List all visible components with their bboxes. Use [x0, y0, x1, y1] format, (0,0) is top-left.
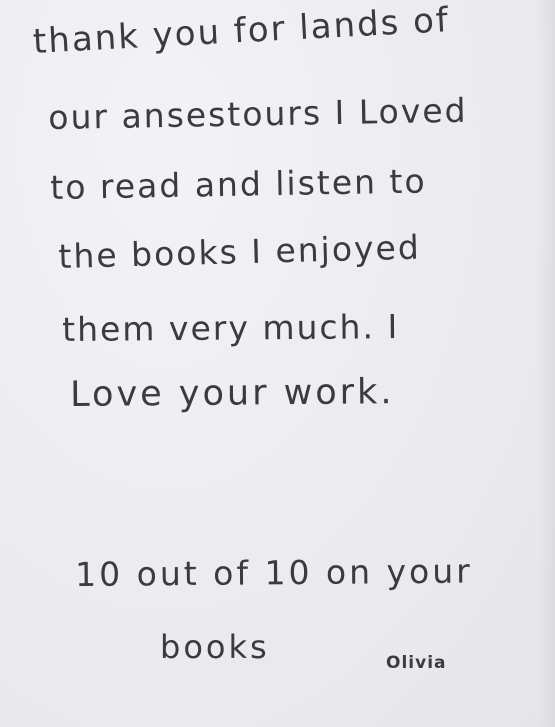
paper-edge-shadow [537, 0, 555, 727]
note-line-3: to read and listen to [50, 161, 427, 207]
note-line-4: the books I enjoyed [58, 227, 422, 276]
note-line-5: them very much. I [62, 307, 400, 349]
note-line-1: thank you for lands of [32, 0, 451, 62]
note-line-2: our ansestours I Loved [48, 90, 468, 137]
note-line-6: Love your work. [70, 372, 395, 415]
note-line-8: books [160, 628, 270, 666]
signature-name: Olivia [386, 653, 447, 673]
note-line-7: 10 out of 10 on your [75, 551, 473, 594]
